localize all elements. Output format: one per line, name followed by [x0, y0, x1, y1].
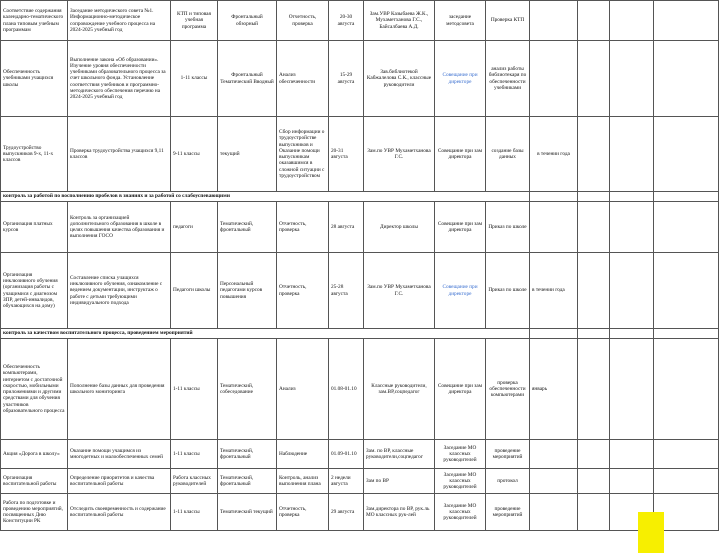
cell-empty: [610, 440, 654, 469]
cell-empty: [578, 41, 610, 117]
cell-review: Совещание при зам директора: [435, 117, 486, 192]
cell-responsible: Классные руководители, зам.ВР,соцпедагог: [364, 339, 435, 440]
table-row: [1, 1, 719, 41]
section-heading: контроль за работой по восполнению пробелов в знаниях и за работой со слабоуспевающими: [1, 192, 530, 202]
cell-empty: [654, 41, 719, 117]
table-row: [1, 41, 719, 117]
cell-object: 1-11 классы: [171, 41, 218, 117]
cell-empty: [654, 202, 719, 253]
cell-responsible: Зам.по УВР Мухаметханова Г.С.: [364, 253, 435, 329]
cell-empty: [654, 117, 719, 192]
cell-topic: Соответствие содержания календарно-тематического плана типовым учебным программам: [1, 1, 68, 41]
cell-topic: Трудоустройство выпускников 9-х, 11-х классов: [1, 117, 68, 192]
cell-review: Заседание МО классных руководителей: [435, 440, 486, 469]
cell-empty: [578, 117, 610, 192]
cell-empty: [578, 192, 610, 202]
cell-dates: 20-30 августа: [329, 1, 364, 41]
cell-topic: Обеспеченность компьютерами, интернетом с достаточной скоростью, мобильными приложениями и другими средствами для обучения участников образовательного процесса: [1, 339, 68, 440]
cell-result: проверка обеспеченности компьютерами: [486, 339, 530, 440]
cell-empty: [654, 253, 719, 329]
cell-result: Приказ по школе: [486, 253, 530, 329]
cell-review: Заседание МО классных руководителей: [435, 494, 486, 531]
cell-goal: Заседание методического совета №1. Информационно-методическое сопровождение учебного процесса на 2024-2025 учебный год: [68, 1, 171, 41]
cell-review: Совещание при директоре: [435, 41, 486, 117]
cell-dates: 29 августа: [329, 494, 364, 531]
cell-empty: [530, 494, 578, 531]
cell-topic: Акция «Дорога в школу»: [1, 440, 68, 469]
cell-type: Тематический, фронтальный: [218, 202, 277, 253]
cell-empty: [578, 253, 610, 329]
cell-empty: [654, 329, 719, 339]
table-row: [1, 440, 719, 469]
cell-goal: Проверка трудоустройства учащихся 9,11 классов: [68, 117, 171, 192]
cell-type: Тематический, собеседование: [218, 339, 277, 440]
table-row: [1, 339, 719, 440]
cell-empty: [578, 202, 610, 253]
cell-empty: [530, 1, 578, 41]
cell-object: КТП и типовая учебная программа: [171, 1, 218, 41]
cell-empty: [610, 329, 654, 339]
cell-responsible: Зам.УВР Казыбаева Ж.К., Мухаметханова Г.С., Байсалбаева А.Д.: [364, 1, 435, 41]
cell-dates: 01.09-01.10: [329, 440, 364, 469]
cell-goal: Отследить своевременность и содержание воспитательной работы: [68, 494, 171, 531]
cell-goal: Определение приоритетов и качества воспитательной работы: [68, 469, 171, 494]
cell-object: 9-11 классы: [171, 117, 218, 192]
cell-review: Заседание МО классных руководителей: [435, 469, 486, 494]
cell-empty: [530, 329, 578, 339]
cell-result: Приказ по школе: [486, 202, 530, 253]
cell-empty: [610, 1, 654, 41]
cell-type: Тематический текущий: [218, 494, 277, 531]
cell-responsible: Зам.по УВР Мухаметханова Г.С.: [364, 117, 435, 192]
cell-empty: [654, 469, 719, 494]
cell-empty: [530, 440, 578, 469]
cell-empty: [578, 440, 610, 469]
cell-period: в течении года: [530, 253, 578, 329]
cell-method: Отчетность, проверка: [277, 1, 329, 41]
cell-empty: [654, 1, 719, 41]
cell-method: Отчетность, проверка: [277, 202, 329, 253]
cell-empty: [610, 253, 654, 329]
cell-type: Персональный педагогами курсов повышения: [218, 253, 277, 329]
cell-dates: 20-31 августа: [329, 117, 364, 192]
table-row: [1, 469, 719, 494]
cell-dates: 01.08-01.10: [329, 339, 364, 440]
cell-empty: [610, 202, 654, 253]
cell-result: создание базы данных: [486, 117, 530, 192]
cell-topic: Организация воспитательной работы: [1, 469, 68, 494]
cell-dates: 2 недели августа: [329, 469, 364, 494]
cell-empty: [578, 494, 610, 531]
cell-result: анализ работы библиотекаря по обеспеченности учебниками: [486, 41, 530, 117]
cell-dates: 15-29 августа: [329, 41, 364, 117]
cell-object: Работа классных руководителей: [171, 469, 218, 494]
cell-review: Совещание при директоре: [435, 253, 486, 329]
table-row: [1, 494, 719, 531]
cell-type: Тематический, фронтальный: [218, 440, 277, 469]
cell-empty: [610, 192, 654, 202]
cell-result: Проверка КТП: [486, 1, 530, 41]
cell-goal: Составление списка учащихся инклюзивного обучения, ознакомление с ведением документации, инструктаж о работе с детьми требующими индивидуального подхода: [68, 253, 171, 329]
cell-empty: [578, 1, 610, 41]
table-row: [1, 253, 719, 329]
cell-type: Фронтальный обзорный: [218, 1, 277, 41]
cell-result: проведение мероприятий: [486, 440, 530, 469]
table-row: [1, 117, 719, 192]
cell-empty: [530, 202, 578, 253]
cell-empty: [610, 469, 654, 494]
cell-type: Тематический, фронтальный: [218, 469, 277, 494]
cell-responsible: Директор школы: [364, 202, 435, 253]
cell-type: Фронтальный Тематический Вводный: [218, 41, 277, 117]
table-row: [1, 202, 719, 253]
yellow-highlight-marker: [638, 512, 664, 553]
cell-responsible: Зам. по ВР, классные руководители,соцпедагог: [364, 440, 435, 469]
cell-empty: [654, 440, 719, 469]
cell-empty: [530, 41, 578, 117]
cell-goal: Выполнение закона «Об образовании». Изучение уровня обеспеченности учебниками образовательного процесса за счет школьного фонда. Установление соответствия учебников и программно-методического обеспечения перечню на 2024-2025 учебный год: [68, 41, 171, 117]
cell-object: 1-11 классы: [171, 339, 218, 440]
cell-empty: [530, 192, 578, 202]
cell-method: Отчетность, проверка: [277, 253, 329, 329]
cell-result: проведение мероприятий: [486, 494, 530, 531]
cell-period: в течении года: [530, 117, 578, 192]
cell-empty: [610, 117, 654, 192]
cell-review: заседание методсовета: [435, 1, 486, 41]
cell-empty: [610, 339, 654, 440]
cell-empty: [578, 469, 610, 494]
cell-empty: [654, 339, 719, 440]
cell-method: Наблюдение: [277, 440, 329, 469]
cell-object: Педагоги школы: [171, 253, 218, 329]
section-heading: контроль за качеством воспитательного процесса, проведением мероприятий: [1, 329, 530, 339]
cell-empty: [610, 41, 654, 117]
cell-topic: Работа по подготовке и проведению мероприятий, посвященных Дню Конституции РК: [1, 494, 68, 531]
cell-object: педагоги: [171, 202, 218, 253]
cell-result: протокол: [486, 469, 530, 494]
cell-method: Сбор информации о трудоустройстве выпускников и Оказание помощи выпускникам оказавшимся в сложной ситуации с трудоустройством: [277, 117, 329, 192]
cell-empty: [530, 469, 578, 494]
cell-goal: Контроль за организацией дополнительного образования в школе в целях повышения качества образования и выполнения ГОСО: [68, 202, 171, 253]
cell-responsible: Зав.библиотекой Кабжалелова С.К., классные руководители: [364, 41, 435, 117]
cell-method: Анализ обеспеченности: [277, 41, 329, 117]
cell-goal: Пополнение базы данных для проведения школьного мониторинга: [68, 339, 171, 440]
section-row: [1, 329, 719, 339]
cell-method: Контроль, анализ выполнения плана: [277, 469, 329, 494]
cell-object: 1-11 классы: [171, 440, 218, 469]
cell-goal: Оказание помощи учащимся из многодетных и малообеспеченных семей: [68, 440, 171, 469]
cell-topic: Обеспеченность учебниками учащихся школы: [1, 41, 68, 117]
cell-method: Отчетность, проверка: [277, 494, 329, 531]
cell-topic: Организация инклюзивного обучения (организация работы с учащимися с диагнозом ЗПР, детей-инвалидов, обучающихся на дому): [1, 253, 68, 329]
cell-object: 1-11 классы: [171, 494, 218, 531]
cell-review: Совещание при зам директора: [435, 339, 486, 440]
cell-dates: 28 августа: [329, 202, 364, 253]
cell-review: Совещание при зам директора: [435, 202, 486, 253]
cell-method: Анализ: [277, 339, 329, 440]
cell-topic: Организация платных курсов: [1, 202, 68, 253]
cell-type: текущий: [218, 117, 277, 192]
cell-responsible: Зам.директора по ВР, рук.ль МО классных рук-лей: [364, 494, 435, 531]
cell-empty: [578, 339, 610, 440]
section-row: [1, 192, 719, 202]
cell-period: январь: [530, 339, 578, 440]
cell-empty: [654, 192, 719, 202]
cell-empty: [578, 329, 610, 339]
cell-responsible: Зам по ВР: [364, 469, 435, 494]
cell-dates: 25-28 августа: [329, 253, 364, 329]
